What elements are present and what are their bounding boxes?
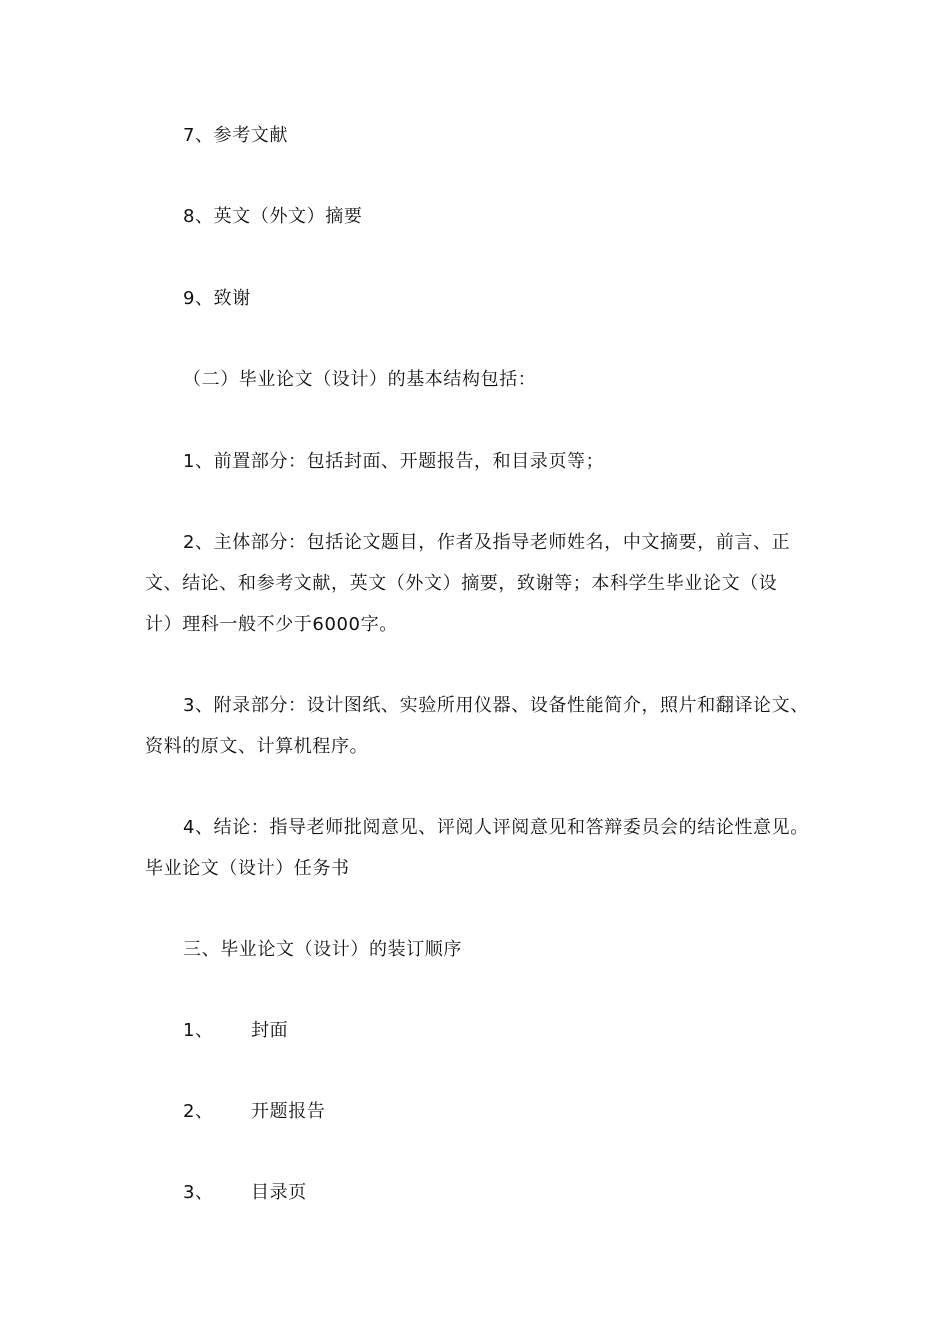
paragraph-main-body-line-1: 2、主体部分：包括论文题目，作者及指导老师姓名，中文摘要，前言、正 — [183, 532, 791, 553]
paragraph-conclusion-line-1: 4、结论：指导老师批阅意见、评阅人评阅意见和答辩委员会的结论性意见。 — [183, 817, 809, 838]
list-item-number: 2、 — [183, 1101, 214, 1122]
paragraph-front-matter: 1、前置部分：包括封面、开题报告，和目录页等； — [183, 451, 605, 472]
list-item — [183, 1100, 325, 1124]
list-item-acknowledgement: 9、致谢 — [183, 288, 251, 309]
list-item-text: 封面 — [251, 1020, 289, 1041]
list-item-references: 7、参考文献 — [183, 125, 289, 146]
list-item — [183, 1181, 307, 1205]
paragraph-main-body-line-3: 计）理科一般不少于6000字。 — [145, 614, 398, 635]
list-item-english-abstract: 8、英文（外文）摘要 — [183, 206, 363, 227]
paragraph-main-body-line-2: 文、结论、和参考文献，英文（外文）摘要，致谢等；本科学生毕业论文（设 — [145, 573, 778, 594]
paragraph-appendix-line-1: 3、附录部分：设计图纸、实验所用仪器、设备性能简介，照片和翻译论文、 — [183, 695, 809, 716]
section-heading-binding-order: 三、毕业论文（设计）的装订顺序 — [183, 939, 462, 960]
paragraph-appendix-line-2: 资料的原文、计算机程序。 — [145, 736, 369, 757]
list-item-text: 目录页 — [251, 1182, 307, 1203]
paragraph-conclusion-line-2: 毕业论文（设计）任务书 — [145, 858, 350, 879]
list-item — [183, 1019, 288, 1043]
list-item-number: 3、 — [183, 1182, 214, 1203]
list-item-text: 开题报告 — [251, 1101, 326, 1122]
list-item-number: 1、 — [183, 1020, 214, 1041]
section-heading-basic-structure: （二）毕业论文（设计）的基本结构包括： — [183, 369, 537, 390]
